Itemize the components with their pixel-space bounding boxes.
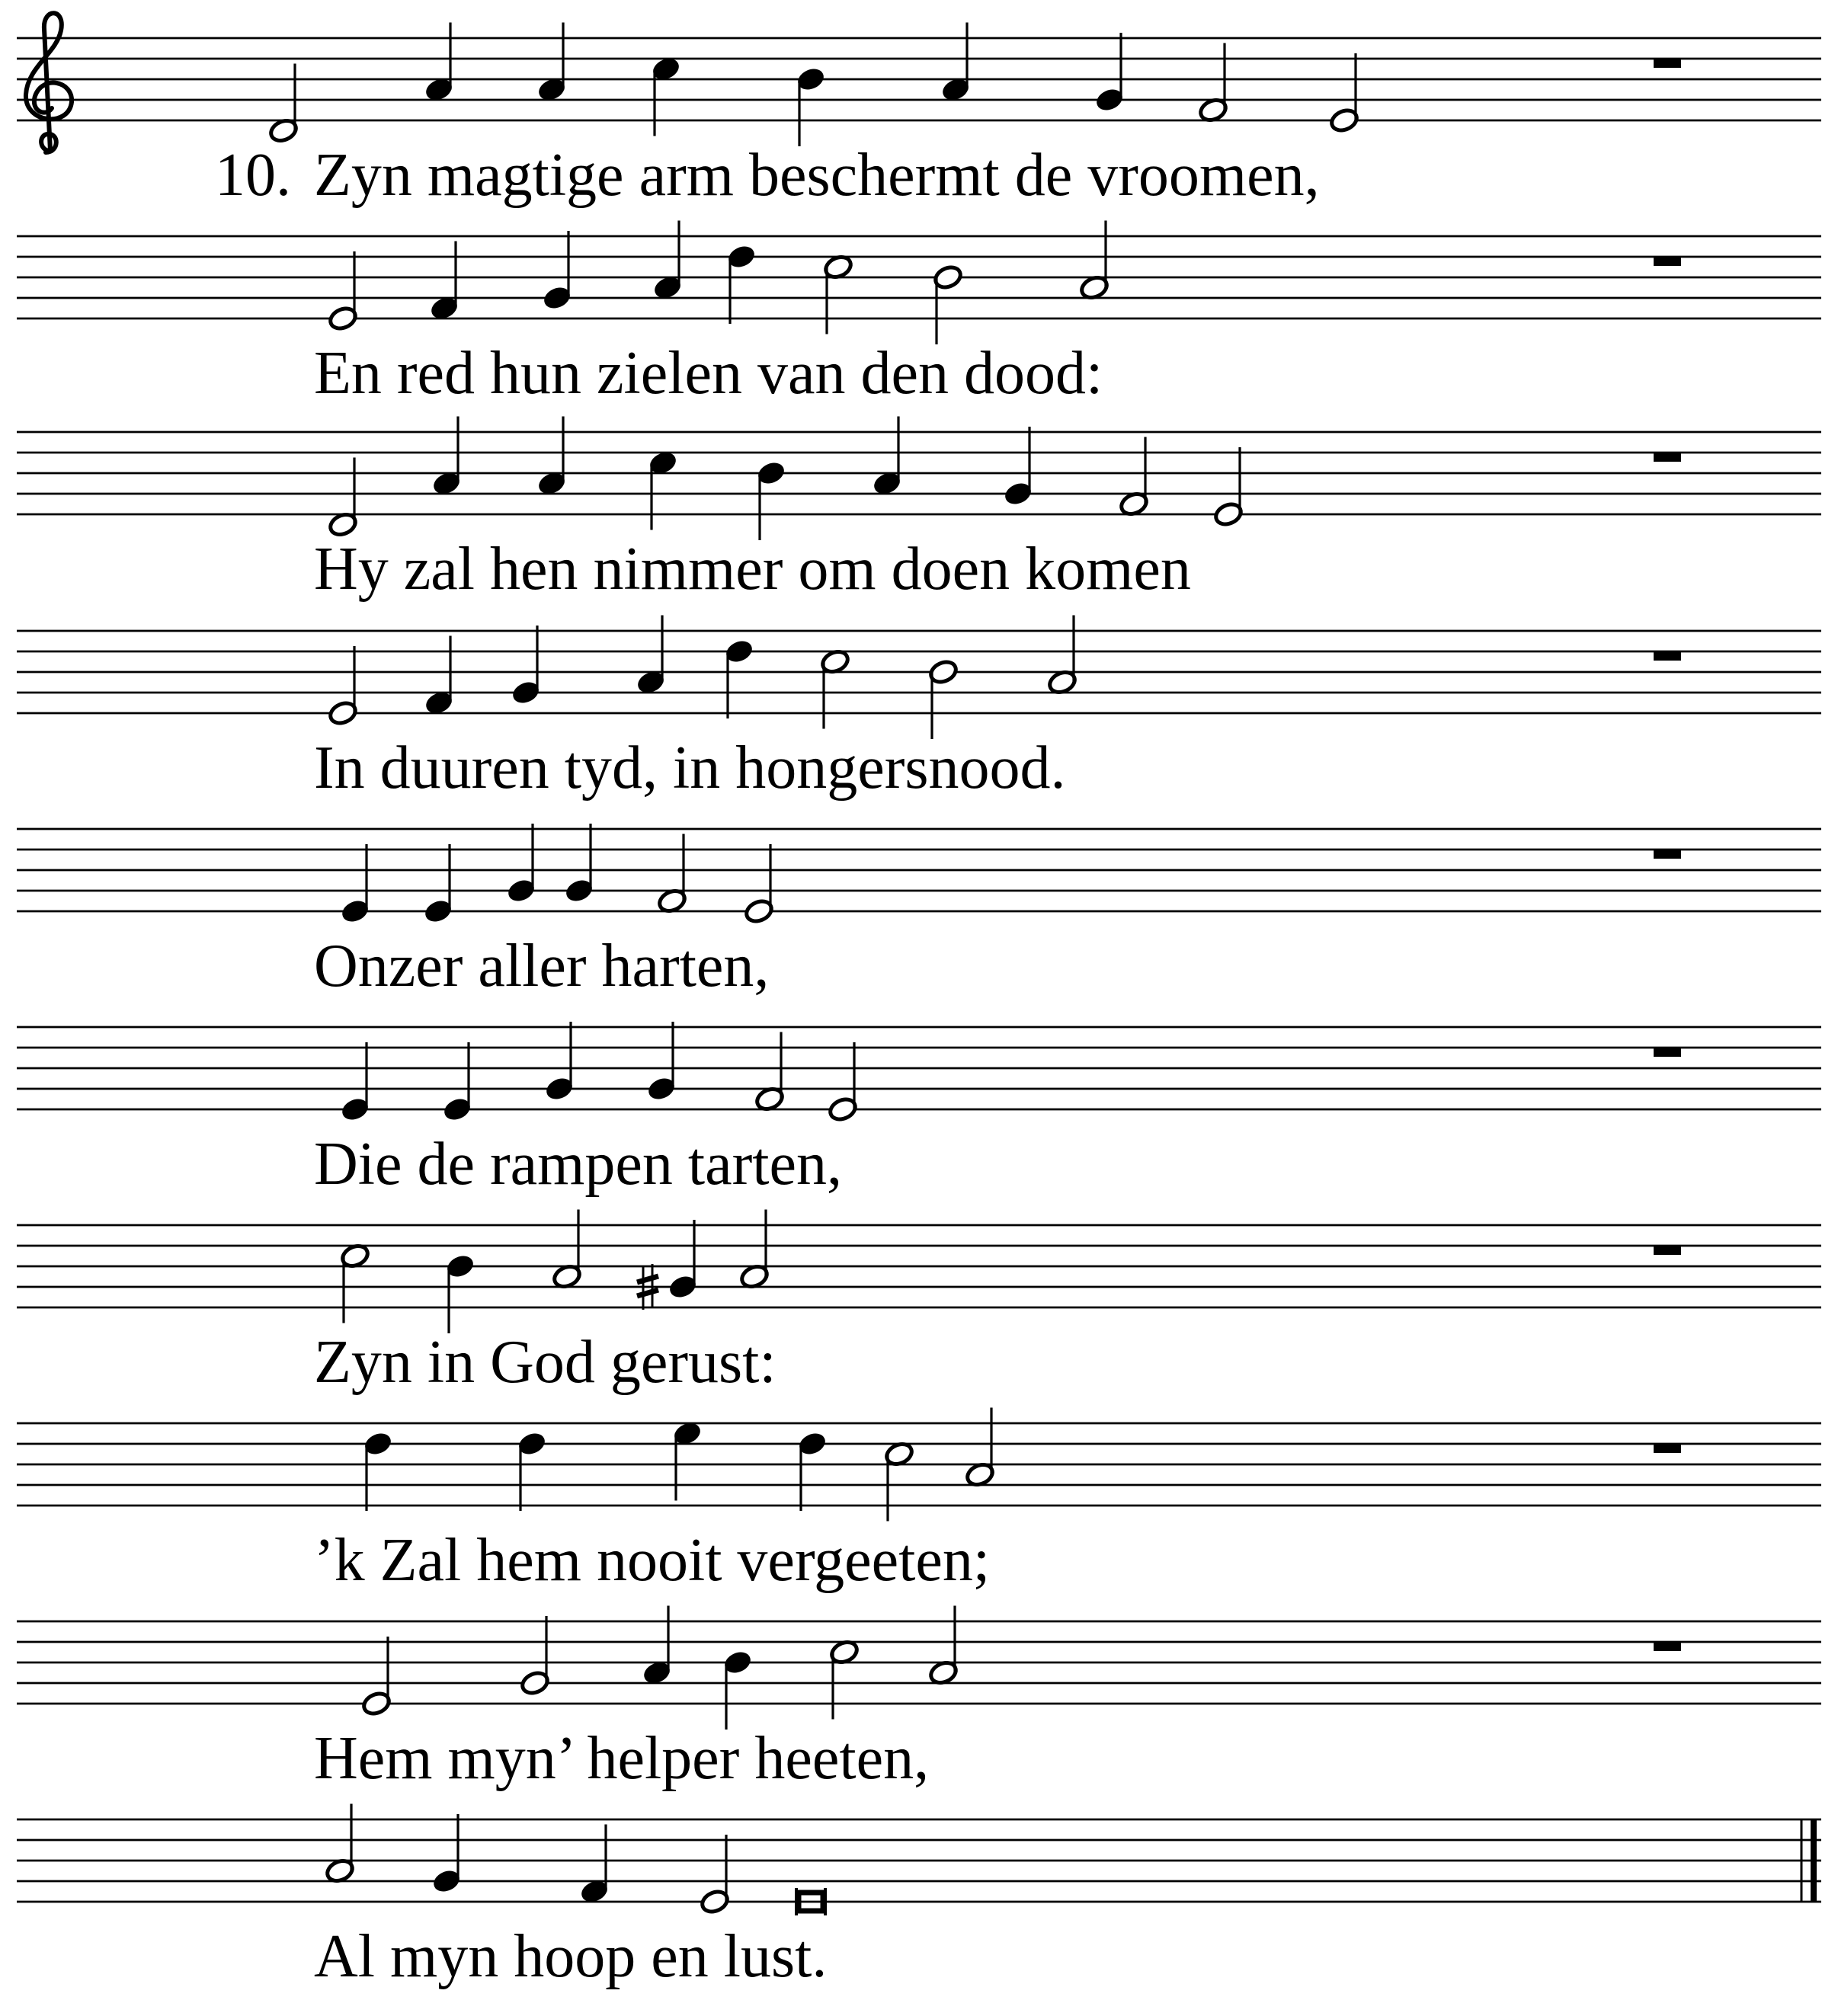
- note: [1094, 33, 1126, 114]
- music-system: [17, 13, 1821, 152]
- note: [431, 417, 463, 498]
- staff: [17, 1621, 1821, 1704]
- treble-clef: [26, 13, 72, 152]
- note: [1119, 437, 1150, 518]
- note: [325, 1804, 356, 1885]
- note: [520, 1616, 551, 1697]
- note: [700, 1835, 731, 1915]
- half-rest: [1654, 59, 1681, 68]
- half-rest: [1654, 257, 1681, 266]
- half-rest: [1654, 651, 1681, 661]
- note: [739, 1210, 770, 1291]
- note: [648, 450, 679, 530]
- lyric-line: Onzer aller harten,: [314, 933, 770, 1000]
- note: [756, 459, 787, 540]
- note: [823, 254, 854, 334]
- note: [646, 1022, 677, 1102]
- note: [1213, 447, 1244, 528]
- lyric-line: En red hun zielen van den dood:: [314, 340, 1103, 407]
- note: [928, 658, 959, 739]
- music-system: [17, 1804, 1821, 1916]
- staff: [17, 1225, 1821, 1307]
- lyric-line: Die de rampen tarten,: [314, 1131, 843, 1198]
- note: [536, 417, 568, 498]
- lyric-line: Zyn magtige arm beschermt de vroomen,: [314, 142, 1320, 209]
- note: [940, 23, 972, 104]
- music-system: [17, 616, 1821, 740]
- note: [637, 1220, 698, 1310]
- note: [651, 56, 682, 136]
- note: [1079, 221, 1110, 302]
- staff: [17, 1027, 1821, 1109]
- lyric-line: Al myn hoop en lust.: [314, 1923, 828, 1990]
- music-system: [17, 221, 1821, 345]
- music-system: [17, 1408, 1821, 1522]
- staff: [17, 829, 1821, 911]
- music-system: [17, 1606, 1821, 1730]
- note: [965, 1408, 996, 1489]
- music-system: [17, 824, 1821, 925]
- note: [1329, 53, 1360, 134]
- note: [820, 648, 851, 729]
- note: [552, 1210, 583, 1291]
- note: [1198, 43, 1229, 124]
- note: [797, 1430, 828, 1511]
- note: [506, 824, 537, 904]
- note: [361, 1637, 392, 1717]
- note: [928, 1606, 959, 1687]
- note: [363, 1430, 394, 1511]
- note: [564, 824, 595, 904]
- note: [423, 844, 454, 925]
- note: [328, 646, 359, 727]
- staff: [17, 1423, 1821, 1506]
- note: [268, 64, 299, 145]
- note: [726, 243, 757, 324]
- note: [445, 1253, 476, 1333]
- half-rest: [1654, 453, 1681, 462]
- note: [828, 1042, 859, 1123]
- staff: [17, 432, 1821, 514]
- half-rest: [1654, 1048, 1681, 1057]
- note: [328, 458, 359, 539]
- lyric-line: Hy zal hen nimmer om doen komen: [314, 536, 1191, 603]
- music-system: [17, 1022, 1821, 1123]
- note: [829, 1639, 860, 1720]
- note: [636, 616, 667, 696]
- note: [652, 221, 684, 302]
- note: [429, 242, 460, 322]
- note: [424, 636, 455, 717]
- staff: [17, 236, 1821, 318]
- note: [796, 66, 827, 146]
- staff: [17, 38, 1821, 120]
- half-rest: [1654, 1642, 1681, 1651]
- note: [542, 231, 573, 312]
- lyric-line: In duuren tyd, in hongersnood.: [314, 734, 1066, 802]
- note: [431, 1814, 463, 1895]
- note: [511, 626, 542, 706]
- note: [1003, 427, 1034, 507]
- half-rest: [1654, 1444, 1681, 1453]
- verse-number: 10.: [215, 142, 291, 209]
- lyric-line: ’k Zal hem nooit vergeeten;: [314, 1527, 991, 1594]
- note: [536, 23, 568, 104]
- note: [340, 1243, 371, 1323]
- note: [657, 834, 688, 915]
- note: [672, 1420, 703, 1501]
- note: [754, 1032, 786, 1113]
- half-rest: [1654, 1246, 1681, 1255]
- note: [744, 844, 775, 925]
- staff: [17, 1819, 1821, 1902]
- note: [642, 1606, 673, 1687]
- lyric-line: Hem myn’ helper heeten,: [314, 1725, 930, 1792]
- note: [442, 1042, 473, 1123]
- note: [872, 417, 903, 498]
- note: [722, 1649, 754, 1730]
- note: [884, 1441, 915, 1522]
- note: [328, 251, 359, 332]
- note: [340, 1042, 371, 1123]
- note: [579, 1825, 610, 1906]
- half-rest: [1654, 850, 1681, 859]
- staff: [17, 631, 1821, 713]
- music-system: [17, 417, 1821, 541]
- note: [424, 23, 455, 104]
- note: [517, 1430, 548, 1511]
- note: [544, 1022, 575, 1102]
- music-system: [17, 1210, 1821, 1334]
- lyric-line: Zyn in God gerust:: [314, 1329, 777, 1396]
- note: [1047, 616, 1078, 696]
- note: [340, 844, 371, 925]
- note: [724, 638, 755, 718]
- note: [933, 264, 964, 344]
